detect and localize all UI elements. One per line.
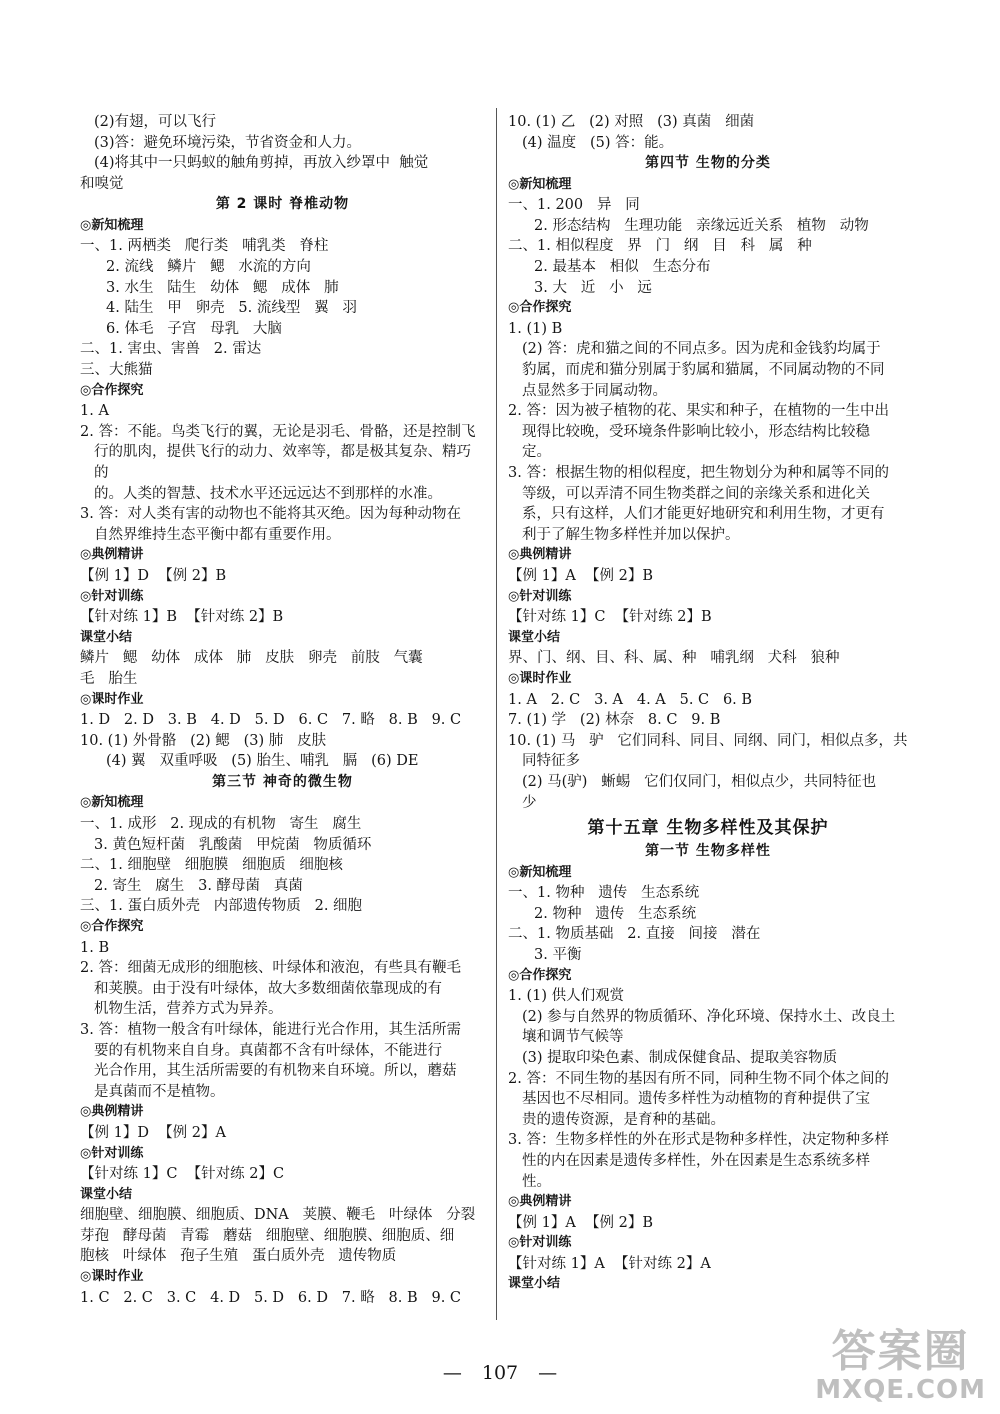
text-line: 1. B [80, 939, 110, 956]
text-line: (2) 答：虎和猫之间的不同点多。因为虎和金钱豹均属于 [522, 341, 881, 358]
text-line: 【针对练 1】A 【针对练 2】A [508, 1255, 711, 1272]
left-column [80, 112, 485, 1308]
text-line: 4. 陆生 甲 卵壳 5. 流线型 翼 羽 [106, 300, 358, 317]
text-line: (4) 温度 (5) 答：能。 [522, 134, 674, 151]
text-line: 1. C 2. C 3. C 4. D 5. D 6. D 7. 略 8. B 9. C [80, 1289, 462, 1306]
section-heading: 第 2 课时 脊椎动物 [215, 196, 350, 213]
subsection-label: ◎典例精讲 [508, 1194, 572, 1210]
right-column [508, 112, 908, 1295]
section-heading: 第一节 生物多样性 [645, 843, 771, 860]
text-line: 3. 答：对人类有害的动物也不能将其灭绝。因为每种动物在 [80, 506, 461, 523]
text-line: 2. 答：不能。鸟类飞行的翼，无论是羽毛、骨骼，还是控制飞 [80, 423, 476, 440]
text-line: 机物生活，营养方式为异养。 [94, 1001, 283, 1018]
text-line: 点显然多于同属动物。 [522, 382, 667, 399]
text-line: 2. 形态结构 生理功能 亲缘远近关系 植物 动物 [534, 217, 869, 234]
text-line: 【例 1】D 【例 2】A [80, 1124, 226, 1141]
text-line: 2. 答：细菌无成形的细胞核、叶绿体和液泡，有些具有鞭毛 [80, 960, 461, 977]
text-line: (2) 参与自然界的物质循环、净化环境、保持水土、改良土 [522, 1008, 896, 1025]
text-line: 是真菌而不是植物。 [94, 1083, 225, 1100]
text-line: (4) 翼 双重呼吸 (5) 胎生、哺乳 膈 (6) DE [106, 753, 419, 770]
watermark-bottom: MXQE.COM [815, 1375, 986, 1405]
subsection-label: ◎典例精讲 [80, 547, 144, 563]
text-line: 利于了解生物多样性并加以保护。 [522, 526, 740, 543]
text-line: (3)答：避免环境污染，节省资金和人力。 [94, 134, 362, 151]
text-line: 3. 答：生物多样性的外在形式是物种多样性，决定物种多样 [508, 1132, 889, 1149]
page-number: 107 [481, 1362, 519, 1384]
text-line: 3. 大 近 小 远 [534, 279, 652, 296]
text-line: 1. A [80, 403, 109, 420]
text-line: 1. D 2. D 3. B 4. D 5. D 6. C 7. 略 8. B 9. C [80, 712, 462, 729]
column-divider [496, 108, 497, 1320]
text-line: 三、1. 蛋白质外壳 内部遗传物质 2. 细胞 [80, 898, 363, 915]
subsection-label: ◎合作探究 [80, 918, 144, 934]
text-line: 二、1. 害虫、害兽 2. 雷达 [80, 341, 262, 358]
subsection-label: ◎针对训练 [508, 588, 572, 604]
text-line: 鳞片 鳃 幼体 成体 肺 皮肤 卵壳 前肢 气囊 [80, 650, 423, 667]
page-number-dash-left: — [442, 1362, 462, 1384]
text-line: 贵的遗传资源，是育种的基础。 [522, 1111, 725, 1128]
text-line: 1. (1) 供人们观赏 [508, 988, 625, 1005]
text-line: 性。 [522, 1173, 551, 1190]
text-line: 界、门、纲、目、科、属、种 哺乳纲 犬科 狼种 [508, 650, 840, 667]
text-line: 自然界维持生态平衡中都有重要作用。 [94, 526, 341, 543]
text-line: 系，只有这样，人们才能更好地研究和利用生物，才更有 [522, 506, 885, 523]
text-line: 性的内在因素是遗传多样性，外在因素是生态系统多样 [522, 1152, 870, 1169]
text-line: (3) 提取印染色素、制成保健食品、提取美容物质 [522, 1049, 838, 1066]
text-line: 的。人类的智慧、技术水平还远远达不到那样的水准。 [94, 485, 442, 502]
text-line: 2. 物种 遗传 生态系统 [534, 905, 697, 922]
text-line: 3. 平衡 [534, 946, 582, 963]
subsection-label: ◎针对训练 [508, 1235, 572, 1251]
text-line: 7. (1) 学 (2) 林奈 8. C 9. B [508, 712, 721, 729]
watermark-top: 答案圈 [831, 1326, 970, 1377]
text-line: 一、1. 两栖类 爬行类 哺乳类 脊柱 [80, 238, 329, 255]
text-line: 定。 [522, 444, 551, 461]
text-line: 光合作用，其生活所需要的有机物来自环境。所以，蘑菇 [94, 1063, 457, 1080]
text-line: 二、1. 细胞壁 细胞膜 细胞质 细胞核 [80, 857, 343, 874]
subsection-label: ◎针对训练 [80, 588, 144, 604]
text-line: 10. (1) 乙 (2) 对照 (3) 真菌 细菌 [508, 114, 755, 130]
subsection-label: 课堂小结 [80, 629, 133, 645]
text-line: 胞核 叶绿体 孢子生殖 蛋白质外壳 遗传物质 [80, 1248, 397, 1265]
text-line: 【针对练 1】B 【针对练 2】B [80, 609, 284, 626]
text-line: 1. A 2. C 3. A 4. A 5. C 6. B [508, 691, 753, 708]
text-line: 一、1. 物种 遗传 生态系统 [508, 885, 700, 902]
subsection-label: ◎针对训练 [80, 1145, 144, 1161]
text-line: 要的有机物来自自身。真菌都不含有叶绿体，不能进行 [94, 1042, 442, 1059]
text-line: 【针对练 1】C 【针对练 2】C [80, 1166, 285, 1183]
text-line: 细胞壁、细胞膜、细胞质、DNA 荚膜、鞭毛 叶绿体 分裂 [80, 1207, 476, 1224]
text-line: 和荚膜。由于没有叶绿体，故大多数细菌依靠现成的有 [94, 980, 442, 997]
subsection-label: 课堂小结 [80, 1186, 133, 1202]
text-line: 芽孢 酵母菌 青霉 蘑菇 细胞壁、细胞膜、细胞质、细 [80, 1227, 455, 1244]
subsection-label: ◎合作探究 [508, 967, 572, 983]
watermark-logo [815, 1328, 986, 1404]
text-line: 等级，可以弄清不同生物类群之间的亲缘关系和进化关 [522, 485, 870, 502]
text-line: 3. 答：植物一般含有叶绿体，能进行光合作用，其生活所需 [80, 1021, 461, 1038]
chapter-heading: 第十五章 生物多样性及其保护 [587, 818, 829, 839]
text-line: 1. (1) B [508, 320, 563, 337]
text-line: 6. 体毛 子宫 母乳 大脑 [106, 320, 282, 337]
text-line: 2. 流线 鳞片 鳃 水流的方向 [106, 259, 311, 276]
subsection-label: ◎新知梳理 [508, 176, 572, 192]
subsection-label: ◎课时作业 [80, 1269, 144, 1285]
text-line: 【例 1】A 【例 2】B [508, 1214, 654, 1231]
text-line: 一、1. 成形 2. 现成的有机物 寄生 腐生 [80, 816, 362, 832]
subsection-label: ◎合作探究 [508, 300, 572, 316]
text-line: 少 [522, 794, 537, 811]
text-line: 10. (1) 外骨骼 (2) 鳃 (3) 肺 皮肤 [80, 732, 327, 749]
text-line: (2)有翅，可以飞行 [94, 114, 217, 130]
text-line: 【针对练 1】C 【针对练 2】B [508, 609, 712, 626]
section-heading: 第四节 生物的分类 [645, 155, 771, 172]
subsection-label: 课堂小结 [508, 1276, 561, 1292]
subsection-label: ◎课时作业 [508, 670, 572, 686]
text-line: 现得比较晚，受环境条件影响比较小，形态结构比较稳 [522, 423, 870, 440]
text-line: 3. 答：根据生物的相似程度，把生物划分为种和属等不同的 [508, 465, 889, 481]
text-line: 基因也不尽相同。遗传多样性为动植物的育种提供了宝 [522, 1091, 870, 1108]
subsection-label: ◎新知梳理 [80, 795, 144, 811]
text-line: 豹属，而虎和猫分别属于豹属和猫属，不同属动物的不同 [522, 362, 885, 379]
text-line: (2) 马(驴) 蜥蜴 它们仅同门，相似点少，共同特征也 [522, 773, 877, 790]
text-line: (4)将其中一只蚂蚁的触角剪掉，再放入纱罩中 触觉 [94, 155, 429, 172]
text-line: 【例 1】A 【例 2】B [508, 567, 654, 584]
text-line: 2. 答：不同生物的基因有所不同，同种生物不同个体之间的 [508, 1070, 889, 1087]
text-line: 一、1. 200 异 同 [508, 197, 640, 214]
page-number-dash-right: — [538, 1362, 558, 1384]
text-line: 壤和调节气候等 [522, 1029, 624, 1046]
text-line: 行的肌肉，提供飞行的动力、效率等，都是极其复杂、精巧的 [94, 444, 471, 481]
subsection-label: ◎典例精讲 [508, 547, 572, 563]
subsection-label: ◎新知梳理 [80, 217, 144, 233]
text-line: 二、1. 物质基础 2. 直接 间接 潜在 [508, 926, 761, 943]
text-line: 3. 黄色短杆菌 乳酸菌 甲烷菌 物质循环 [94, 836, 372, 853]
text-line: 3. 水生 陆生 幼体 鳃 成体 肺 [106, 279, 339, 296]
text-line: 和嗅觉 [80, 175, 124, 192]
text-line: 同特征多 [522, 753, 580, 770]
section-heading: 第三节 神奇的微生物 [212, 773, 353, 790]
text-line: 二、1. 相似程度 界 门 纲 目 科 属 种 [508, 238, 812, 255]
text-line: 2. 寄生 腐生 3. 酵母菌 真菌 [94, 877, 303, 894]
text-line: 2. 最基本 相似 生态分布 [534, 259, 711, 276]
subsection-label: 课堂小结 [508, 629, 561, 645]
text-line: 三、大熊猫 [80, 362, 153, 379]
text-line: 【例 1】D 【例 2】B [80, 567, 227, 584]
subsection-label: ◎课时作业 [80, 691, 144, 707]
subsection-label: ◎新知梳理 [508, 864, 572, 880]
subsection-label: ◎合作探究 [80, 382, 144, 398]
subsection-label: ◎典例精讲 [80, 1104, 144, 1120]
text-line: 10. (1) 马 驴 它们同科、同目、同纲、同门，相似点多，共 [508, 732, 908, 749]
text-line: 毛 胎生 [80, 670, 138, 687]
text-line: 2. 答：因为被子植物的花、果实和种子，在植物的一生中出 [508, 403, 889, 420]
